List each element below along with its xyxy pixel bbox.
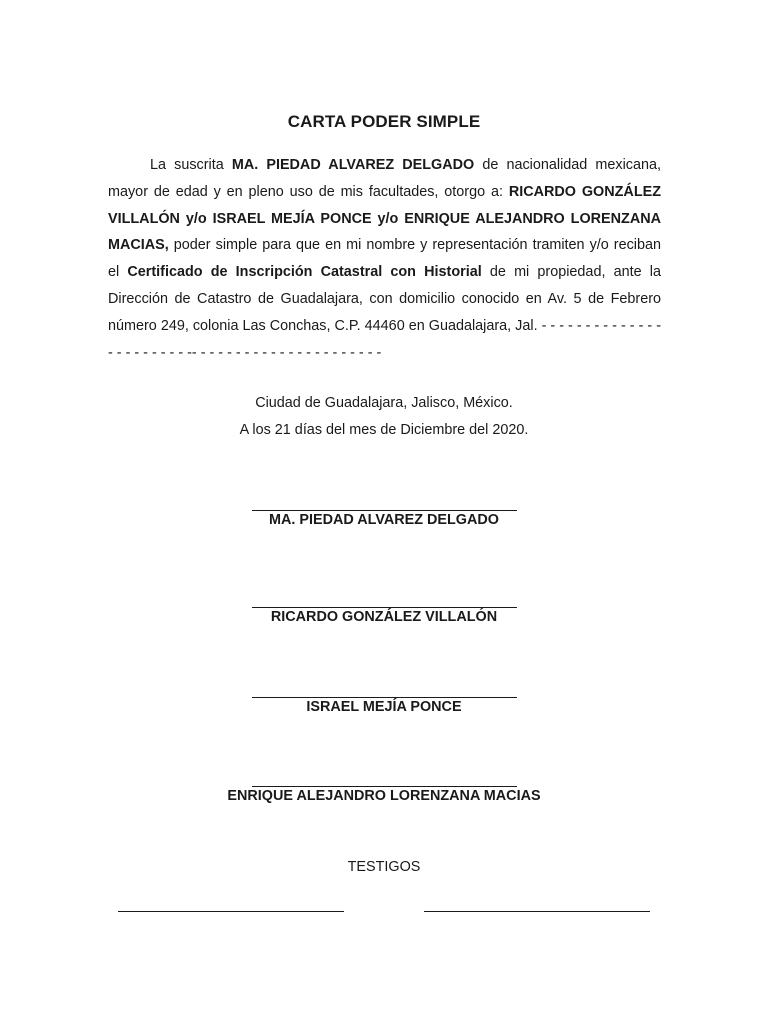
signature-line [252, 786, 517, 787]
place-line: Ciudad de Guadalajara, Jalisco, México. [255, 395, 513, 411]
document-title: CARTA PODER SIMPLE [287, 112, 481, 131]
witness-signature-line [424, 911, 650, 912]
witness-signature-line [118, 911, 344, 912]
signatory-name: ENRIQUE ALEJANDRO LORENZANA MACIAS [227, 788, 541, 804]
witnesses-heading: TESTIGOS [347, 859, 421, 875]
signature-line [252, 607, 517, 608]
grantor-name: MA. PIEDAD ALVAREZ DELGADO [231, 157, 475, 173]
signature-line [252, 697, 517, 698]
body-paragraph [108, 152, 661, 366]
signatory-name: ISRAEL MEJÍA PONCE [306, 699, 462, 715]
paragraph-text: de nacionalidad mexicana, mayor de edad y en pleno uso de mis facultades, otorgo a: [108, 157, 662, 200]
paragraph-text: poder simple para que en mi nombre y representación tramiten y/o reciban el [108, 237, 661, 281]
grantee-names: RICARDO GONZÁLEZ VILLALÓN y/o ISRAEL MEJÍA PONCE y/o ENRIQUE ALEJANDRO LORENZANA MACIAS, [108, 183, 662, 254]
certificate-name: Certificado de Inscripción Catastral con Historial [127, 264, 482, 281]
signature-line [252, 510, 517, 511]
date-line: A los 21 días del mes de Diciembre del 2020. [239, 422, 529, 438]
signatory-name: RICARDO GONZÁLEZ VILLALÓN [270, 609, 498, 625]
paragraph-text: La suscrita [150, 157, 232, 173]
signatory-name: MA. PIEDAD ALVAREZ DELGADO [269, 512, 499, 528]
paragraph-text: de mi propiedad, ante la Dirección de Catastro de Guadalajara, con domicilio conocido en Av. 5 de Febrero número 249, colonia Las Conchas, C.P. 44460 en Guadalajara, Jal. - - - - - - - - - - - - - - - - - - - - - - - -- - - - - - - - - - - - - - - - - - - - - - [108, 264, 661, 361]
